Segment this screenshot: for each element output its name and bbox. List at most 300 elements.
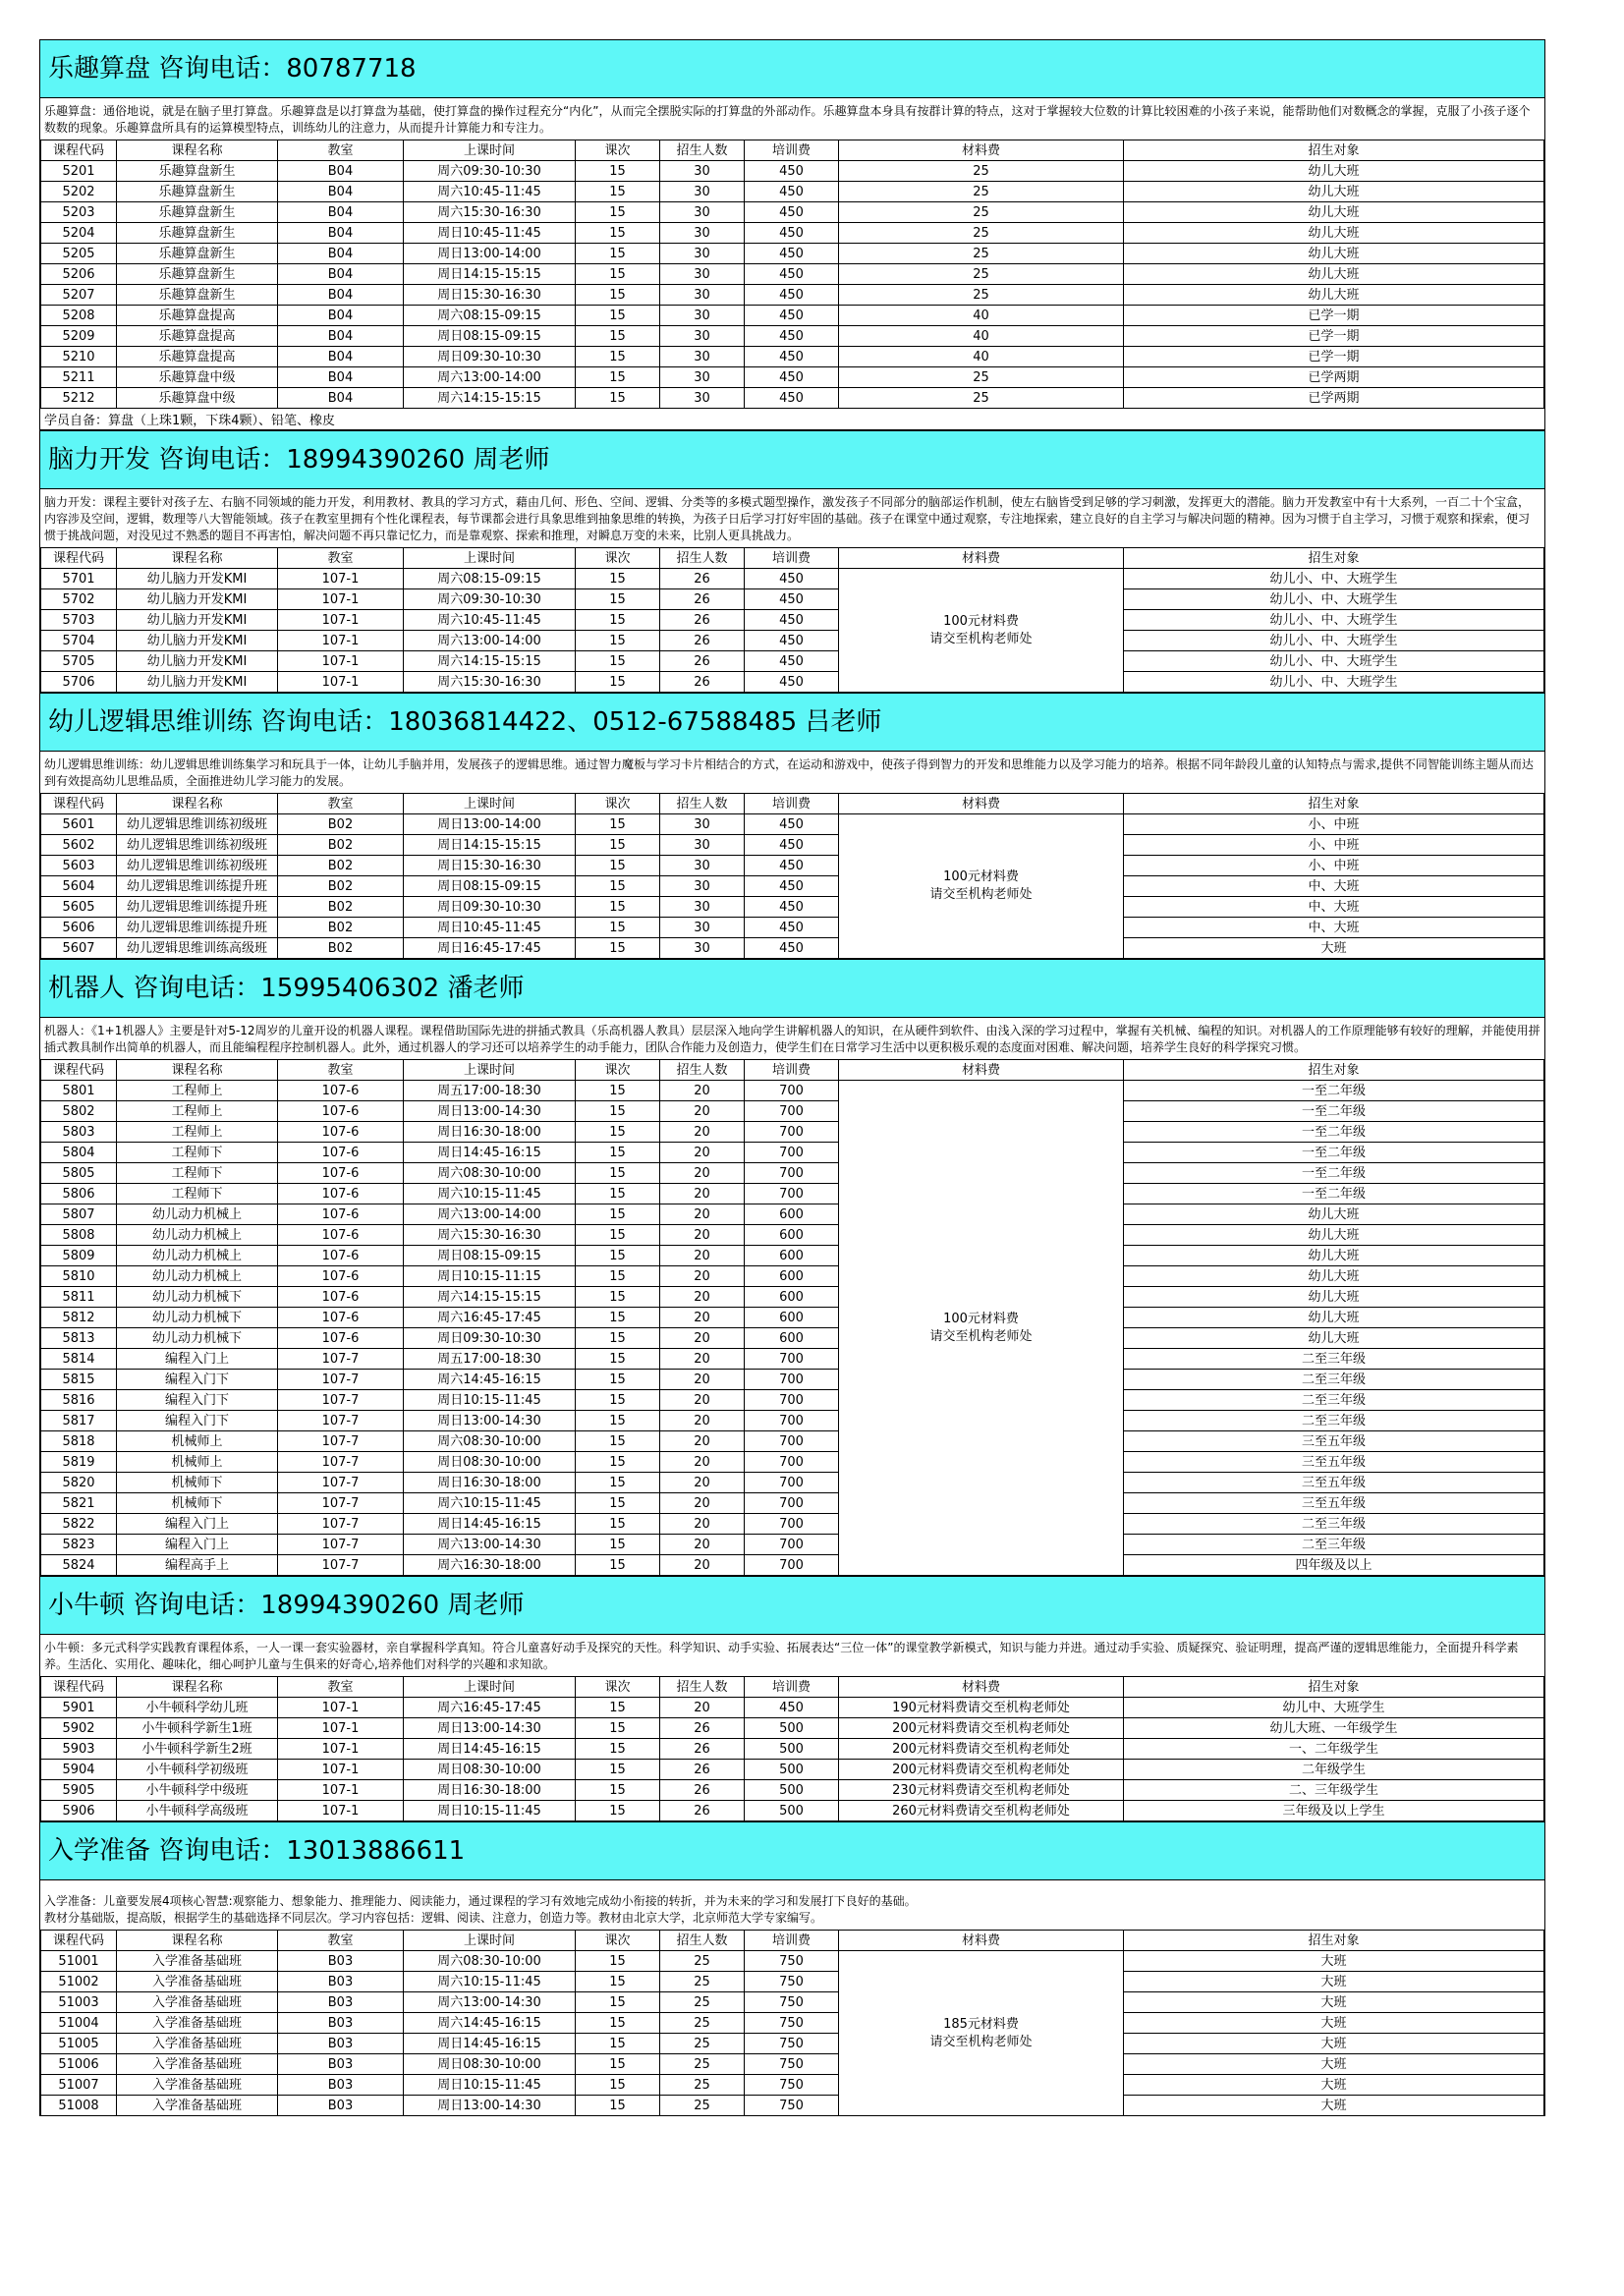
table-cell: 5811 xyxy=(41,1287,117,1308)
table-cell: 周日08:30-10:00 xyxy=(404,1760,576,1780)
table-row xyxy=(41,589,1544,610)
table-cell: 20 xyxy=(660,1328,745,1349)
table-cell: 机械师下 xyxy=(117,1473,278,1493)
column-header: 课次 xyxy=(576,1677,660,1698)
table-cell: 51006 xyxy=(41,2054,117,2075)
table-cell: 107-7 xyxy=(278,1555,404,1576)
column-header: 招生对象 xyxy=(1124,1060,1544,1081)
table-cell: 107-6 xyxy=(278,1266,404,1287)
table-cell: 15 xyxy=(576,2034,660,2054)
table-cell: 15 xyxy=(576,672,660,693)
section-header: 脑力开发 咨询电话：18994390260 周老师 xyxy=(40,430,1544,489)
table-cell: 25 xyxy=(839,244,1124,264)
table-cell: B04 xyxy=(278,367,404,388)
table-cell: 5601 xyxy=(41,814,117,835)
table-cell: 107-7 xyxy=(278,1493,404,1514)
column-header: 培训费 xyxy=(745,1931,839,1951)
column-header: 招生对象 xyxy=(1124,140,1544,161)
column-header: 招生人数 xyxy=(660,794,745,814)
table-cell: 107-6 xyxy=(278,1101,404,1122)
table-cell: 5816 xyxy=(41,1390,117,1411)
table-row xyxy=(41,182,1544,202)
table-row xyxy=(41,1514,1544,1535)
table-cell: 周日10:15-11:45 xyxy=(404,1801,576,1821)
description-paragraph: 乐趣算盘：通俗地说，就是在脑子里打算盘。乐趣算盘是以打算盘为基础，使打算盘的操作过程充分“内化”，从而完全摆脱实际的打算盘的外部动作。乐趣算盘本身具有按群计算的特点，这对于掌握较大位数的计算比较困难的小孩子来说，能帮助他们对数概念的掌握，克服了小孩子逐个数数的现象。乐趣算盘所具有的运算模型特点，训练幼儿的注意力，从而提升计算能力和专注力。 xyxy=(44,104,1531,135)
table-cell: 5705 xyxy=(41,651,117,672)
table-cell: 5706 xyxy=(41,672,117,693)
table-cell: 51003 xyxy=(41,1992,117,2013)
table-cell: 周日08:15-09:15 xyxy=(404,1246,576,1266)
table-cell: 107-1 xyxy=(278,1718,404,1739)
table-cell: B02 xyxy=(278,938,404,959)
table-cell: 5807 xyxy=(41,1204,117,1225)
table-cell: 107-1 xyxy=(278,1739,404,1760)
table-cell: 40 xyxy=(839,306,1124,326)
table-cell: 周日15:30-16:30 xyxy=(404,856,576,876)
table-cell: 小、中班 xyxy=(1124,835,1544,856)
table-cell: 750 xyxy=(745,2013,839,2034)
table-cell: 600 xyxy=(745,1328,839,1349)
table-row xyxy=(41,1308,1544,1328)
column-header: 培训费 xyxy=(745,1060,839,1081)
table-cell: 700 xyxy=(745,1514,839,1535)
table-cell: 周六16:45-17:45 xyxy=(404,1698,576,1718)
table-cell: 周日14:45-16:15 xyxy=(404,1143,576,1163)
column-header: 教室 xyxy=(278,1931,404,1951)
table-cell: 中、大班 xyxy=(1124,918,1544,938)
table-cell: 二至三年级 xyxy=(1124,1535,1544,1555)
table-row xyxy=(41,1992,1544,2013)
table-cell: B04 xyxy=(278,161,404,182)
column-header: 课程代码 xyxy=(41,140,117,161)
table-cell: 5818 xyxy=(41,1431,117,1452)
table-cell: 幼儿大班 xyxy=(1124,161,1544,182)
material-fee-line: 100元材料费 xyxy=(943,613,1019,629)
table-cell: 周六16:45-17:45 xyxy=(404,1308,576,1328)
table-cell: 40 xyxy=(839,347,1124,367)
table-row xyxy=(41,835,1544,856)
description-paragraph: 幼儿逻辑思维训练：幼儿逻辑思维训练集学习和玩具于一体，让幼儿手脑并用，发展孩子的逻辑思维。通过智力魔板与学习卡片相结合的方式，在运动和游戏中，使孩子得到智力的开发和思维能力以及学习能力的培养。根据不同年龄段儿童的认知特点与需求,提供不同智能训练主题从而达到有效提高幼儿思维品质，全面推进幼儿学习能力的发展。 xyxy=(44,757,1534,788)
table-cell: B03 xyxy=(278,2034,404,2054)
column-header: 材料费 xyxy=(839,140,1124,161)
table-row xyxy=(41,388,1544,409)
column-header: 培训费 xyxy=(745,794,839,814)
table-cell: 入学准备基础班 xyxy=(117,1951,278,1972)
table-cell: 幼儿大班 xyxy=(1124,1287,1544,1308)
table-cell: 25 xyxy=(660,1972,745,1992)
table-cell: 15 xyxy=(576,589,660,610)
table-cell: 15 xyxy=(576,182,660,202)
table-cell: 107-6 xyxy=(278,1143,404,1163)
table-cell: 40 xyxy=(839,326,1124,347)
table-cell: 107-6 xyxy=(278,1204,404,1225)
table-cell: 幼儿脑力开发KMI xyxy=(117,569,278,589)
table-cell: 5801 xyxy=(41,1081,117,1101)
table-cell: 20 xyxy=(660,1411,745,1431)
table-row xyxy=(41,1287,1544,1308)
table-cell: 5207 xyxy=(41,285,117,306)
table-row xyxy=(41,1493,1544,1514)
table-cell: 15 xyxy=(576,244,660,264)
table-cell: B04 xyxy=(278,264,404,285)
description-paragraph: 机器人：《1+1机器人》主要是针对5-12周岁的儿童开设的机器人课程。课程借助国际先进的拼插式教具（乐高机器人教具）层层深入地向学生讲解机器人的知识，在从硬件到软件、由浅入深的学习过程中，掌握有关机械、编程的知识。对机器人的工作原理能够有较好的理解，并能使用拼插式教具制作出简单的机器人，而且能编程程序控制机器人。此外，通过机器人的学习还可以培养学生的动手能力，团队合作能力及创造力，使学生们在日常学习生活中以更积极乐观的态度面对困难、解决问题，培养学生良好的科学探究习惯。 xyxy=(44,1024,1540,1054)
table-cell: 15 xyxy=(576,1739,660,1760)
table-cell: B04 xyxy=(278,285,404,306)
column-header: 招生对象 xyxy=(1124,548,1544,569)
table-cell: 5605 xyxy=(41,897,117,918)
table-row xyxy=(41,2054,1544,2075)
table-cell: 15 xyxy=(576,2075,660,2096)
table-cell: 15 xyxy=(576,1370,660,1390)
table-cell: 已学一期 xyxy=(1124,347,1544,367)
table-cell: 230元材料费请交至机构老师处 xyxy=(839,1780,1124,1801)
table-cell: 700 xyxy=(745,1535,839,1555)
course-table xyxy=(40,1059,1544,1576)
table-cell: 工程师下 xyxy=(117,1143,278,1163)
table-cell: 二至三年级 xyxy=(1124,1411,1544,1431)
table-cell: 周日16:30-18:00 xyxy=(404,1473,576,1493)
table-row xyxy=(41,1698,1544,1718)
table-cell: 5904 xyxy=(41,1760,117,1780)
table-cell: 机械师上 xyxy=(117,1431,278,1452)
table-cell: 5805 xyxy=(41,1163,117,1184)
table-cell: B04 xyxy=(278,306,404,326)
table-cell: 450 xyxy=(745,326,839,347)
table-row xyxy=(41,1349,1544,1370)
table-cell: 幼儿动力机械下 xyxy=(117,1287,278,1308)
table-cell: 30 xyxy=(660,918,745,938)
table-cell: 450 xyxy=(745,285,839,306)
column-header: 课次 xyxy=(576,794,660,814)
table-cell: B04 xyxy=(278,347,404,367)
table-cell: B03 xyxy=(278,1972,404,1992)
table-cell: 450 xyxy=(745,388,839,409)
table-cell: 26 xyxy=(660,569,745,589)
section-header: 乐趣算盘 咨询电话：80787718 xyxy=(40,39,1544,98)
table-row xyxy=(41,326,1544,347)
table-cell: 15 xyxy=(576,1801,660,1821)
table-cell: 小牛顿科学中级班 xyxy=(117,1780,278,1801)
table-header-row xyxy=(41,1931,1544,1951)
table-cell: 5701 xyxy=(41,569,117,589)
table-cell: 5602 xyxy=(41,835,117,856)
table-cell: 450 xyxy=(745,589,839,610)
table-cell: 450 xyxy=(745,1698,839,1718)
table-row xyxy=(41,631,1544,651)
table-cell: 15 xyxy=(576,264,660,285)
table-cell: 25 xyxy=(660,1992,745,2013)
table-row xyxy=(41,1390,1544,1411)
table-cell: 15 xyxy=(576,1184,660,1204)
column-header: 材料费 xyxy=(839,1677,1124,1698)
table-cell: 大班 xyxy=(1124,1951,1544,1972)
table-cell: 600 xyxy=(745,1225,839,1246)
description-paragraph: 入学准备：儿童要发展4项核心智慧:观察能力、想象能力、推理能力、阅读能力，通过课程的学习有效地完成幼小衔接的转折，并为未来的学习和发展打下良好的基础。 xyxy=(44,1894,917,1908)
table-header-row xyxy=(41,794,1544,814)
table-cell: 30 xyxy=(660,856,745,876)
table-cell: 中、大班 xyxy=(1124,897,1544,918)
table-cell: B03 xyxy=(278,1992,404,2013)
column-header: 培训费 xyxy=(745,140,839,161)
table-cell: 5808 xyxy=(41,1225,117,1246)
table-cell: 乐趣算盘新生 xyxy=(117,202,278,223)
table-row xyxy=(41,1204,1544,1225)
table-cell: 入学准备基础班 xyxy=(117,2075,278,2096)
material-fee-cell xyxy=(839,1951,1124,2116)
table-cell: 15 xyxy=(576,2054,660,2075)
table-cell: 20 xyxy=(660,1535,745,1555)
table-cell: 一至二年级 xyxy=(1124,1081,1544,1101)
table-cell: 700 xyxy=(745,1555,839,1576)
table-cell: 周六13:00-14:00 xyxy=(404,1204,576,1225)
table-cell: 450 xyxy=(745,182,839,202)
table-cell: 107-7 xyxy=(278,1390,404,1411)
table-cell: 107-6 xyxy=(278,1163,404,1184)
table-cell: 一至二年级 xyxy=(1124,1101,1544,1122)
table-cell: 600 xyxy=(745,1308,839,1328)
table-cell: 25 xyxy=(660,1951,745,1972)
column-header: 招生对象 xyxy=(1124,1677,1544,1698)
table-cell: 600 xyxy=(745,1287,839,1308)
table-cell: 周日13:00-14:30 xyxy=(404,1411,576,1431)
table-cell: B02 xyxy=(278,918,404,938)
table-cell: 750 xyxy=(745,1951,839,1972)
section-luoji xyxy=(39,693,1545,959)
table-cell: 450 xyxy=(745,672,839,693)
table-cell: 15 xyxy=(576,1493,660,1514)
course-table xyxy=(40,793,1544,959)
table-cell: B03 xyxy=(278,2096,404,2116)
table-cell: 107-1 xyxy=(278,672,404,693)
table-cell: 15 xyxy=(576,1473,660,1493)
table-cell: B04 xyxy=(278,182,404,202)
table-cell: 5905 xyxy=(41,1780,117,1801)
material-fee-line: 请交至机构老师处 xyxy=(929,2034,1033,2049)
table-cell: 大班 xyxy=(1124,1972,1544,1992)
table-cell: 20 xyxy=(660,1246,745,1266)
table-row xyxy=(41,264,1544,285)
table-cell: 周六10:45-11:45 xyxy=(404,610,576,631)
table-cell: 一至二年级 xyxy=(1124,1184,1544,1204)
table-cell: 小牛顿科学新生2班 xyxy=(117,1739,278,1760)
table-cell: 周六10:15-11:45 xyxy=(404,1184,576,1204)
table-cell: 周日10:45-11:45 xyxy=(404,918,576,938)
table-cell: 幼儿大班 xyxy=(1124,1225,1544,1246)
table-cell: 15 xyxy=(576,1951,660,1972)
table-cell: 机械师上 xyxy=(117,1452,278,1473)
table-cell: 107-7 xyxy=(278,1514,404,1535)
table-cell: 入学准备基础班 xyxy=(117,2096,278,2116)
column-header: 上课时间 xyxy=(404,794,576,814)
table-row xyxy=(41,2096,1544,2116)
table-cell: 幼儿小、中、大班学生 xyxy=(1124,631,1544,651)
column-header: 上课时间 xyxy=(404,1060,576,1081)
table-row xyxy=(41,202,1544,223)
table-cell: 幼儿大班 xyxy=(1124,264,1544,285)
table-row xyxy=(41,856,1544,876)
table-cell: 450 xyxy=(745,202,839,223)
table-row xyxy=(41,938,1544,959)
column-header: 课程名称 xyxy=(117,794,278,814)
table-cell: 500 xyxy=(745,1718,839,1739)
table-cell: 三至五年级 xyxy=(1124,1473,1544,1493)
table-cell: 5204 xyxy=(41,223,117,244)
table-cell: 30 xyxy=(660,223,745,244)
table-cell: 入学准备基础班 xyxy=(117,2013,278,2034)
table-cell: 周日08:30-10:00 xyxy=(404,1452,576,1473)
table-cell: 5804 xyxy=(41,1143,117,1163)
table-cell: 大班 xyxy=(1124,2096,1544,2116)
table-cell: 幼儿脑力开发KMI xyxy=(117,589,278,610)
table-cell: 107-1 xyxy=(278,631,404,651)
description-paragraph: 教材分基础版，提高版，根据学生的基础选择不同层次。学习内容包括：逻辑、阅读、注意力，创造力等。教材由北京大学，北京师范大学专家编写。 xyxy=(44,1911,823,1925)
table-cell: 小牛顿科学幼儿班 xyxy=(117,1698,278,1718)
table-cell: 乐趣算盘新生 xyxy=(117,264,278,285)
table-cell: 周日13:00-14:30 xyxy=(404,2096,576,2116)
table-cell: 30 xyxy=(660,347,745,367)
table-cell: 750 xyxy=(745,2075,839,2096)
table-cell: 编程入门下 xyxy=(117,1390,278,1411)
table-cell: 750 xyxy=(745,2034,839,2054)
table-cell: 15 xyxy=(576,1246,660,1266)
table-cell: 幼儿动力机械上 xyxy=(117,1204,278,1225)
table-cell: 二年级学生 xyxy=(1124,1760,1544,1780)
table-row xyxy=(41,1718,1544,1739)
table-cell: 15 xyxy=(576,1452,660,1473)
table-cell: 周日14:15-15:15 xyxy=(404,264,576,285)
table-cell: 工程师下 xyxy=(117,1163,278,1184)
table-cell: 15 xyxy=(576,326,660,347)
table-cell: 20 xyxy=(660,1204,745,1225)
column-header: 招生人数 xyxy=(660,1677,745,1698)
table-cell: 周六14:45-16:15 xyxy=(404,1370,576,1390)
table-cell: 450 xyxy=(745,264,839,285)
table-cell: 周六14:15-15:15 xyxy=(404,388,576,409)
table-row xyxy=(41,672,1544,693)
column-header: 课程名称 xyxy=(117,1931,278,1951)
table-cell: 30 xyxy=(660,388,745,409)
table-cell: 20 xyxy=(660,1370,745,1390)
table-header-row xyxy=(41,1677,1544,1698)
table-cell: 20 xyxy=(660,1473,745,1493)
section-robot xyxy=(39,959,1545,1576)
table-cell: 15 xyxy=(576,569,660,589)
table-cell: 已学一期 xyxy=(1124,326,1544,347)
table-cell: 工程师上 xyxy=(117,1081,278,1101)
section-naoli xyxy=(39,430,1545,693)
table-cell: 15 xyxy=(576,1535,660,1555)
table-cell: 5205 xyxy=(41,244,117,264)
table-cell: 周六15:30-16:30 xyxy=(404,672,576,693)
table-cell: 5704 xyxy=(41,631,117,651)
course-schedule-page xyxy=(39,39,1545,2116)
table-cell: 幼儿大班 xyxy=(1124,1328,1544,1349)
section-note: 学员自备：算盘（上珠1颗，下珠4颗）、铅笔、橡皮 xyxy=(40,409,1544,430)
table-cell: 5210 xyxy=(41,347,117,367)
table-cell: 20 xyxy=(660,1493,745,1514)
table-cell: B04 xyxy=(278,202,404,223)
table-cell: 幼儿大班 xyxy=(1124,202,1544,223)
table-cell: 周五17:00-18:30 xyxy=(404,1349,576,1370)
table-cell: 107-6 xyxy=(278,1122,404,1143)
table-row xyxy=(41,1143,1544,1163)
table-cell: 周日10:15-11:45 xyxy=(404,2075,576,2096)
table-header-row xyxy=(41,1060,1544,1081)
material-fee-cell xyxy=(839,814,1124,959)
table-cell: 450 xyxy=(745,631,839,651)
table-cell: 5208 xyxy=(41,306,117,326)
table-cell: 周日14:15-15:15 xyxy=(404,835,576,856)
table-cell: 450 xyxy=(745,569,839,589)
table-row xyxy=(41,1101,1544,1122)
table-cell: 5906 xyxy=(41,1801,117,1821)
table-cell: 107-7 xyxy=(278,1370,404,1390)
table-cell: 小牛顿科学初级班 xyxy=(117,1760,278,1780)
table-cell: 15 xyxy=(576,1204,660,1225)
column-header: 课程代码 xyxy=(41,1677,117,1698)
table-cell: 700 xyxy=(745,1411,839,1431)
table-cell: 编程入门上 xyxy=(117,1514,278,1535)
table-cell: 107-7 xyxy=(278,1349,404,1370)
table-cell: B02 xyxy=(278,897,404,918)
table-row xyxy=(41,244,1544,264)
table-cell: 15 xyxy=(576,938,660,959)
table-cell: 幼儿小、中、大班学生 xyxy=(1124,651,1544,672)
table-cell: 15 xyxy=(576,814,660,835)
table-cell: 15 xyxy=(576,223,660,244)
table-cell: 107-7 xyxy=(278,1431,404,1452)
table-cell: 编程入门下 xyxy=(117,1370,278,1390)
table-cell: 周日08:30-10:00 xyxy=(404,2054,576,2075)
table-cell: 周六08:30-10:00 xyxy=(404,1431,576,1452)
table-cell: 5901 xyxy=(41,1698,117,1718)
table-cell: 450 xyxy=(745,610,839,631)
table-cell: 幼儿逻辑思维训练提升班 xyxy=(117,918,278,938)
table-cell: B03 xyxy=(278,2054,404,2075)
table-cell: 幼儿大班 xyxy=(1124,244,1544,264)
table-cell: 107-7 xyxy=(278,1452,404,1473)
section-description xyxy=(40,1018,1544,1059)
table-cell: 入学准备基础班 xyxy=(117,2054,278,2075)
column-header: 课程代码 xyxy=(41,1931,117,1951)
table-cell: 已学两期 xyxy=(1124,367,1544,388)
table-row xyxy=(41,223,1544,244)
table-row xyxy=(41,918,1544,938)
table-cell: 周日16:30-18:00 xyxy=(404,1122,576,1143)
table-cell: 周日09:30-10:30 xyxy=(404,897,576,918)
table-row xyxy=(41,1370,1544,1390)
table-cell: 大班 xyxy=(1124,2054,1544,2075)
table-header-row xyxy=(41,548,1544,569)
table-cell: 700 xyxy=(745,1184,839,1204)
section-description xyxy=(40,1635,1544,1676)
table-cell: 编程高手上 xyxy=(117,1555,278,1576)
table-cell: 5202 xyxy=(41,182,117,202)
table-row xyxy=(41,569,1544,589)
material-fee-line: 185元材料费 xyxy=(943,2016,1019,2032)
table-cell: 25 xyxy=(660,2096,745,2116)
table-cell: 25 xyxy=(839,367,1124,388)
table-cell: 26 xyxy=(660,1760,745,1780)
column-header: 上课时间 xyxy=(404,140,576,161)
column-header: 课程代码 xyxy=(41,794,117,814)
table-cell: 周六14:15-15:15 xyxy=(404,1287,576,1308)
table-row xyxy=(41,1535,1544,1555)
table-cell: 51007 xyxy=(41,2075,117,2096)
table-cell: 15 xyxy=(576,285,660,306)
table-cell: 20 xyxy=(660,1431,745,1452)
table-cell: 700 xyxy=(745,1122,839,1143)
